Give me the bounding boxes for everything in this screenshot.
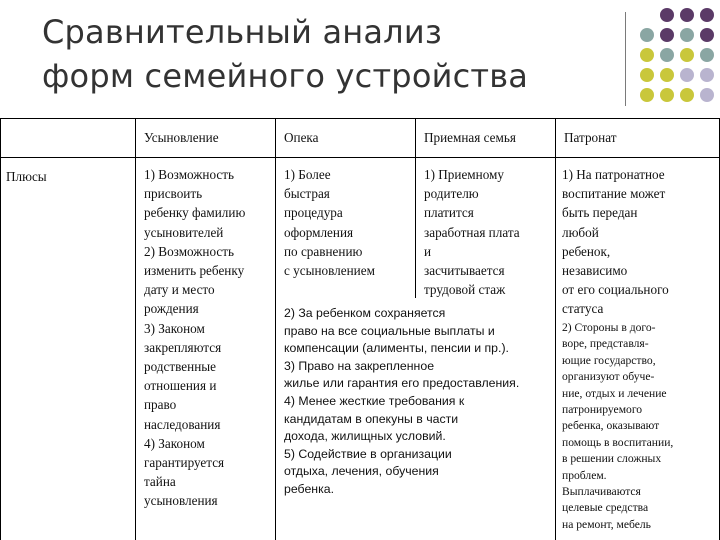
decorative-dot bbox=[660, 48, 674, 62]
decorative-dot bbox=[680, 88, 694, 102]
decorative-dot bbox=[640, 48, 654, 62]
comparison-table bbox=[0, 118, 720, 540]
table-column-border bbox=[415, 118, 416, 298]
decorative-dot-grid bbox=[632, 8, 720, 108]
table-column-border bbox=[135, 118, 136, 540]
title-line-2: форм семейного устройства bbox=[42, 57, 529, 95]
decorative-dot bbox=[660, 88, 674, 102]
decorative-dot bbox=[680, 28, 694, 42]
header-guardianship: Опека bbox=[284, 130, 319, 145]
decorative-dot bbox=[680, 68, 694, 82]
table-column-border bbox=[0, 118, 1, 540]
adoption-pluses: 1) Возможность присвоить ребенку фамилию усыновителей 2) Возможность изменить ребенку дату и место рождения 3) Законом закрепляются родственные отношения и право наследования 4) Законом гарантируется тайна усыновления bbox=[144, 167, 246, 509]
decorative-dot bbox=[660, 28, 674, 42]
page-title bbox=[42, 10, 612, 98]
table-top-border bbox=[0, 118, 720, 119]
decorative-dot bbox=[700, 48, 714, 62]
decorative-divider bbox=[625, 12, 626, 106]
decorative-dot bbox=[640, 28, 654, 42]
decorative-dot bbox=[660, 8, 674, 22]
patronage-pluses-1: 1) На патронатное воспитание может быть передан любой ребенок, независимо от его социального статуса bbox=[562, 167, 669, 317]
decorative-dot bbox=[700, 28, 714, 42]
row-label-pluses: Плюсы bbox=[6, 169, 47, 184]
decorative-dot bbox=[660, 68, 674, 82]
header-foster-family: Приемная семья bbox=[424, 130, 516, 145]
table-column-border bbox=[555, 118, 556, 540]
header-patronage: Патронат bbox=[564, 130, 617, 145]
decorative-dot bbox=[700, 88, 714, 102]
shared-pluses: 2) За ребенком сохраняется право на все социальные выплаты и компенсации (алименты, пенсии и пр.). 3) Право на закрепленное жилье или гарантия его предоставления. 4) Менее жесткие требования к кандидатам в опекуны в части дохода, жилищных условий. 5) Содействие в организации отдыха, лечения, обучения ребенка. bbox=[284, 306, 520, 496]
header-adoption: Усыновление bbox=[144, 130, 219, 145]
decorative-dot bbox=[680, 48, 694, 62]
guardianship-pluses: 1) Более быстрая процедура оформления по сравнению с усыновлением bbox=[284, 167, 375, 279]
decorative-dot bbox=[700, 68, 714, 82]
table-header-border bbox=[0, 157, 720, 158]
table-column-border bbox=[275, 118, 276, 540]
decorative-dot bbox=[640, 68, 654, 82]
foster-family-pluses: 1) Приемному родителю платится заработная плата и засчитывается трудовой стаж bbox=[424, 167, 520, 298]
decorative-dot bbox=[640, 88, 654, 102]
patronage-pluses-2: 2) Стороны в дого- воре, представля- ющие государство, организуют обуче- ние, отдых и лечение патронируемого ребенка, оказывают помощь в воспитании, в решении сложных проблем. Выплачиваются целевые средства на ремонт, мебель bbox=[562, 321, 674, 531]
title-line-1: Сравнительный анализ bbox=[42, 13, 443, 51]
decorative-dot bbox=[680, 8, 694, 22]
decorative-dot bbox=[700, 8, 714, 22]
